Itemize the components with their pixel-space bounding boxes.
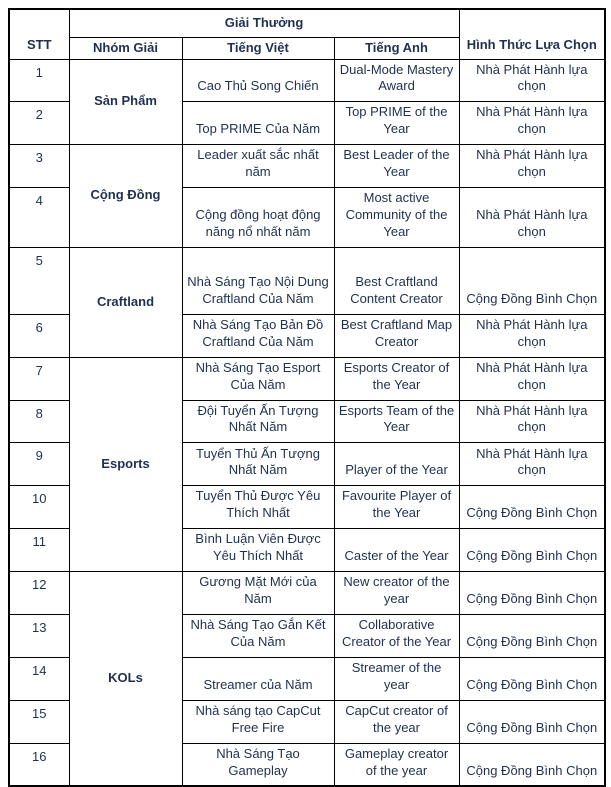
selection-cell: Cộng Đồng Bình Chọn	[459, 743, 605, 786]
vietnamese-cell: Cộng đồng hoạt động năng nổ nhất năm	[182, 188, 334, 248]
vietnamese-cell: Đội Tuyển Ấn Tượng Nhất Năm	[182, 400, 334, 443]
stt-cell: 4	[9, 188, 69, 248]
english-cell: Streamer of the year	[334, 657, 459, 700]
stt-cell: 16	[9, 743, 69, 786]
selection-cell: Nhà Phát Hành lựa chọn	[459, 145, 605, 188]
table-row	[9, 572, 605, 615]
vietnamese-cell: Nhà Sáng Tạo Nội Dung Craftland Của Năm	[182, 247, 334, 314]
table-row	[9, 59, 605, 102]
table-row	[9, 145, 605, 188]
english-cell: Player of the Year	[334, 443, 459, 486]
vietnamese-cell: Nhà Sáng Tạo Esport Của Năm	[182, 357, 334, 400]
english-cell: Dual-Mode Mastery Award	[334, 59, 459, 102]
table-row	[9, 247, 605, 314]
vietnamese-cell: Leader xuất sắc nhất năm	[182, 145, 334, 188]
header-selection: Hình Thức Lựa Chọn	[459, 9, 605, 59]
selection-cell: Nhà Phát Hành lựa chọn	[459, 357, 605, 400]
stt-cell: 12	[9, 572, 69, 615]
english-cell: Top PRIME of the Year	[334, 102, 459, 145]
awards-table-page	[8, 8, 606, 787]
vietnamese-cell: Gương Mặt Mới của Năm	[182, 572, 334, 615]
english-cell: New creator of the year	[334, 572, 459, 615]
english-cell: Most active Community of the Year	[334, 188, 459, 248]
group-cell: Sản Phẩm	[69, 59, 182, 145]
stt-cell: 6	[9, 314, 69, 357]
english-cell: Favourite Player of the Year	[334, 486, 459, 529]
vietnamese-cell: Nhà Sáng Tạo Bản Đồ Craftland Của Năm	[182, 314, 334, 357]
group-cell: KOLs	[69, 572, 182, 787]
stt-cell: 15	[9, 700, 69, 743]
stt-cell: 3	[9, 145, 69, 188]
header-stt: STT	[9, 9, 69, 59]
english-cell: Best Craftland Map Creator	[334, 314, 459, 357]
selection-cell: Nhà Phát Hành lựa chọn	[459, 400, 605, 443]
english-cell: Esports Team of the Year	[334, 400, 459, 443]
stt-cell: 13	[9, 614, 69, 657]
group-cell: Esports	[69, 357, 182, 572]
english-cell: Collaborative Creator of the Year	[334, 614, 459, 657]
vietnamese-cell: Tuyển Thủ Được Yêu Thích Nhất	[182, 486, 334, 529]
stt-cell: 2	[9, 102, 69, 145]
selection-cell: Nhà Phát Hành lựa chọn	[459, 188, 605, 248]
english-cell: Caster of the Year	[334, 529, 459, 572]
vietnamese-cell: Nhà Sáng Tạo Gameplay	[182, 743, 334, 786]
stt-cell: 9	[9, 443, 69, 486]
selection-cell: Nhà Phát Hành lựa chọn	[459, 314, 605, 357]
header-vietnamese: Tiếng Việt	[182, 37, 334, 59]
table-row	[9, 357, 605, 400]
selection-cell: Nhà Phát Hành lựa chọn	[459, 59, 605, 102]
selection-cell: Cộng Đồng Bình Chọn	[459, 247, 605, 314]
selection-cell: Cộng Đồng Bình Chọn	[459, 486, 605, 529]
english-cell: Gameplay creator of the year	[334, 743, 459, 786]
stt-cell: 5	[9, 247, 69, 314]
header-english: Tiếng Anh	[334, 37, 459, 59]
stt-cell: 7	[9, 357, 69, 400]
vietnamese-cell: Bình Luận Viên Được Yêu Thích Nhất	[182, 529, 334, 572]
vietnamese-cell: Cao Thủ Song Chiến	[182, 59, 334, 102]
selection-cell: Cộng Đồng Bình Chọn	[459, 614, 605, 657]
vietnamese-cell: Streamer của Năm	[182, 657, 334, 700]
english-cell: Best Leader of the Year	[334, 145, 459, 188]
english-cell: Esports Creator of the Year	[334, 357, 459, 400]
group-cell: Cộng Đồng	[69, 145, 182, 248]
vietnamese-cell: Tuyển Thủ Ấn Tượng Nhất Năm	[182, 443, 334, 486]
awards-table	[8, 8, 606, 787]
selection-cell: Nhà Phát Hành lựa chọn	[459, 443, 605, 486]
stt-cell: 10	[9, 486, 69, 529]
selection-cell: Cộng Đồng Bình Chọn	[459, 572, 605, 615]
selection-cell: Cộng Đồng Bình Chọn	[459, 529, 605, 572]
vietnamese-cell: Nhà Sáng Tạo Gắn Kết Của Năm	[182, 614, 334, 657]
stt-cell: 11	[9, 529, 69, 572]
group-cell: Craftland	[69, 247, 182, 357]
selection-cell: Cộng Đồng Bình Chọn	[459, 700, 605, 743]
english-cell: Best Craftland Content Creator	[334, 247, 459, 314]
english-cell: CapCut creator of the year	[334, 700, 459, 743]
header-group: Nhóm Giải	[69, 37, 182, 59]
header-row-top	[9, 9, 605, 37]
vietnamese-cell: Nhà sáng tạo CapCut Free Fire	[182, 700, 334, 743]
vietnamese-cell: Top PRIME Của Năm	[182, 102, 334, 145]
stt-cell: 14	[9, 657, 69, 700]
stt-cell: 1	[9, 59, 69, 102]
selection-cell: Cộng Đồng Bình Chọn	[459, 657, 605, 700]
stt-cell: 8	[9, 400, 69, 443]
selection-cell: Nhà Phát Hành lựa chọn	[459, 102, 605, 145]
header-award-title: Giải Thưởng	[69, 9, 459, 37]
